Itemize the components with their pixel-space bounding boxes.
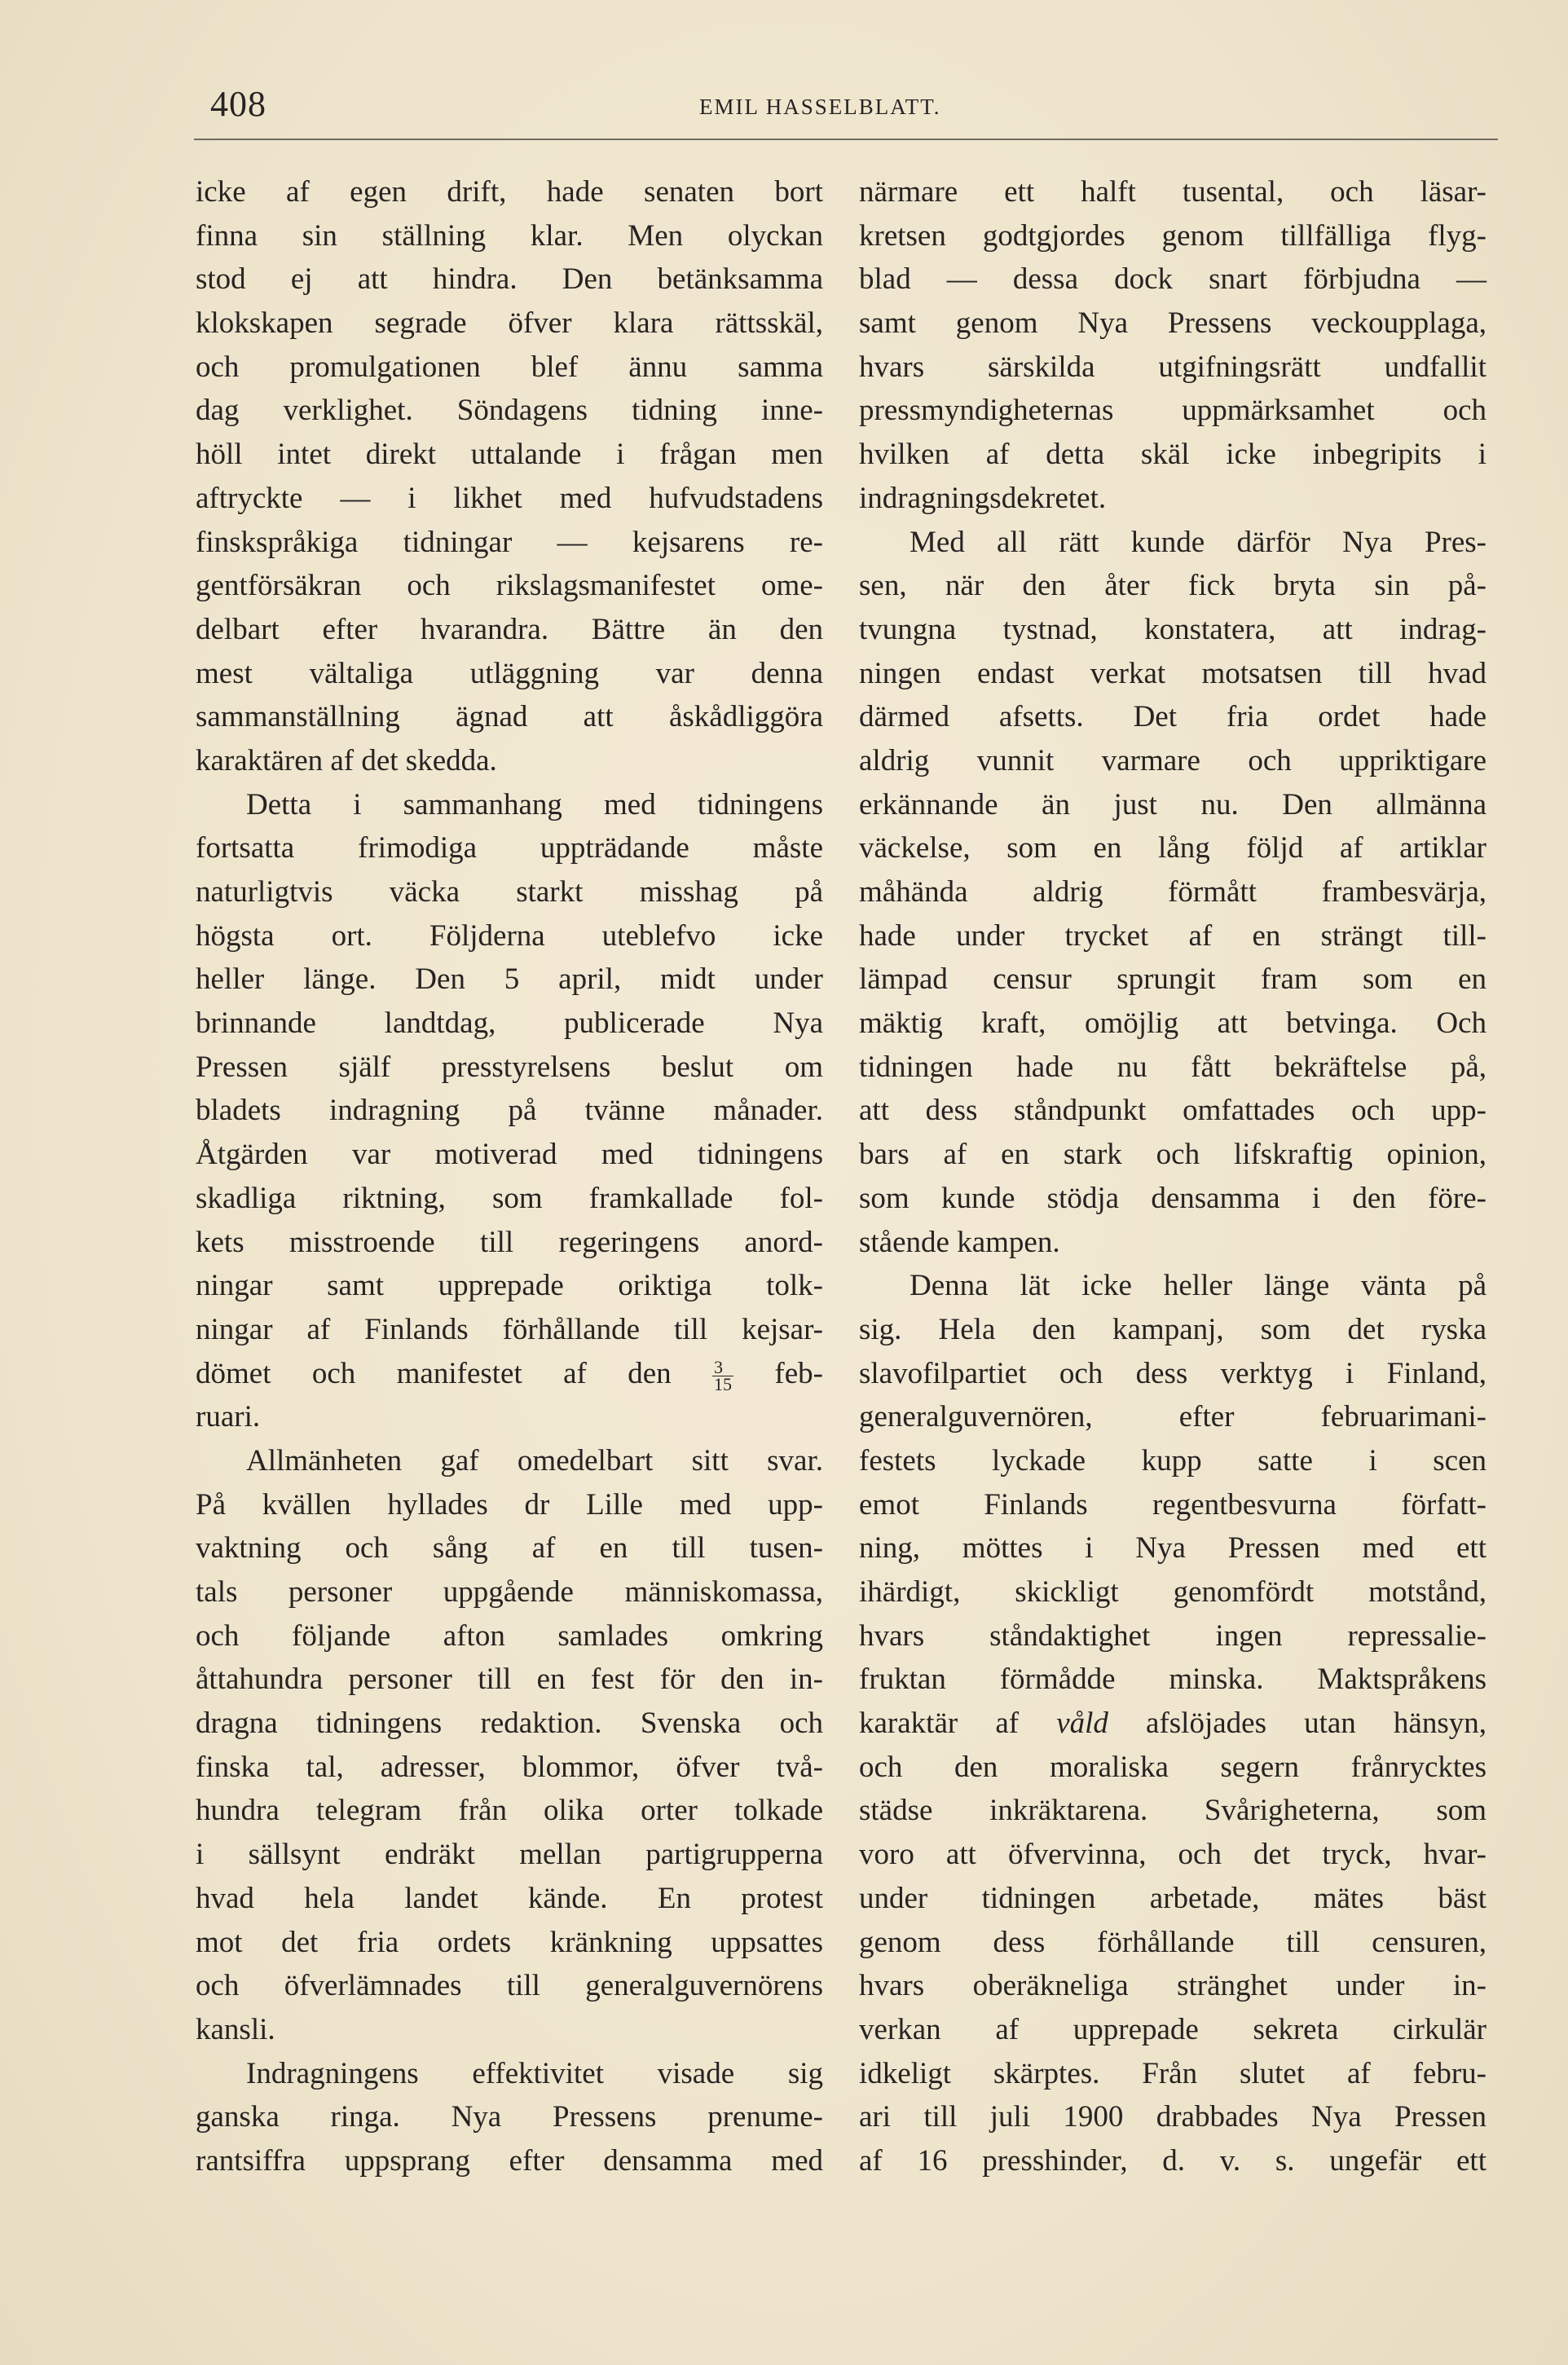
text-line: Med all rätt kunde därför Nya Pres- (910, 525, 1487, 559)
text-line: bladets indragning på tvänne månader. (196, 1094, 823, 1128)
text-line: under tidningen arbetade, mätes bäst (859, 1881, 1487, 1915)
text-line: Detta i sammanhang med tidningens (246, 787, 823, 821)
text-line: mot det fria ordets kränkning uppsattes (196, 1925, 823, 1959)
text-line: delbart efter hvarandra. Bättre än den (196, 612, 823, 646)
text-line: och den moraliska segern frånrycktes (859, 1750, 1487, 1784)
text-line: sig. Hela den kampanj, som det ryska (859, 1312, 1487, 1346)
text-line: ningar af Finlands förhållande till kejsar- (196, 1312, 823, 1346)
text-line: hvars ståndaktighet ingen repressalie- (859, 1619, 1487, 1653)
text-line: rantsiffra uppsprang efter densamma med (196, 2143, 823, 2178)
text-line: åttahundra personer till en fest för den in- (196, 1663, 823, 1697)
running-head: EMIL HASSELBLATT. (699, 95, 941, 119)
text-line: dragna tidningens redaktion. Svenska och (196, 1707, 823, 1741)
text-line: ruari. (196, 1400, 261, 1434)
page-number: 408 (210, 84, 266, 124)
text-line: mest vältaliga utläggning var denna (196, 656, 823, 690)
text-line: närmare ett halft tusental, och läsar- (859, 175, 1487, 209)
text-line: af 16 presshinder, d. v. s. ungefär ett (859, 2143, 1487, 2178)
text-line: idkeligt skärptes. Från slutet af febru- (859, 2056, 1487, 2090)
text-line: fortsatta frimodiga uppträdande måste (196, 831, 823, 865)
text-line: dag verklighet. Söndagens tidning inne- (196, 394, 823, 428)
fraction-denominator: 15 (714, 1373, 733, 1394)
text-line: Denna lät icke heller länge vänta på (910, 1269, 1487, 1303)
text-line: ari till juli 1900 drabbades Nya Pressen (859, 2100, 1487, 2134)
text-line: tidningen hade nu fått bekräftelse på, (859, 1050, 1487, 1084)
text-line: ning, möttes i Nya Pressen med ett (859, 1531, 1487, 1566)
text-line: karaktär af våld afslöjades utan hänsyn, (859, 1707, 1487, 1741)
text-line: aftryckte — i likhet med hufvudstadens (196, 481, 823, 515)
text-line: festets lyckade kupp satte i scen (859, 1443, 1487, 1478)
text-line: fruktan förmådde minska. Maktspråkens (859, 1663, 1487, 1697)
text-line: kretsen godtgjordes genom tillfälliga flyg- (859, 218, 1487, 253)
text-line: därmed afsetts. Det fria ordet hade (859, 700, 1487, 734)
fraction-numerator: 3 (712, 1359, 733, 1376)
page-header (194, 78, 1498, 135)
text-line: kets misstroende till regeringens anord- (196, 1225, 823, 1259)
text-line: brinnande landtdag, publicerade Nya (196, 1006, 823, 1041)
text-line: och öfverlämnades till generalguvernörens (196, 1969, 823, 2003)
text-line: indragningsdekretet. (859, 481, 1107, 515)
text-line: hvilken af detta skäl icke inbegripits i (859, 438, 1487, 472)
text-line: finskspråkiga tidningar — kejsarens re- (196, 525, 823, 559)
text-line: tals personer uppgående människomassa, (196, 1575, 823, 1609)
text-line: lämpad censur sprungit fram som en (859, 962, 1487, 997)
text-line: dömet och manifestet af den $\frac{3}{15}$ feb- (196, 1356, 823, 1394)
text-line: städse inkräktarena. Svårigheterna, som (859, 1794, 1487, 1828)
text-line: naturligtvis väcka starkt misshag på (196, 875, 823, 909)
text-line: heller länge. Den 5 april, midt under (196, 962, 823, 997)
text-line: mäktig kraft, omöjlig att betvinga. Och (859, 1006, 1487, 1041)
text-line: ihärdigt, skickligt genomfördt motstånd, (859, 1575, 1487, 1609)
header-rule (194, 139, 1498, 140)
text-line: att dess ståndpunkt omfattades och upp- (859, 1094, 1487, 1128)
text-line: väckelse, som en lång följd af artiklar (859, 831, 1487, 865)
text-line: erkännande än just nu. Den allmänna (859, 787, 1487, 821)
text-line: hvars särskilda utgifningsrätt undfallit (859, 350, 1487, 384)
right-column (859, 170, 1487, 2183)
text-line: och promulgationen blef ännu samma (196, 350, 823, 384)
text-line: i sällsynt endräkt mellan partigrupperna (196, 1838, 823, 1872)
text-line: som kunde stödja densamma i den före- (859, 1181, 1487, 1215)
text-line: hade under trycket af en strängt till- (859, 918, 1487, 953)
text-line: samt genom Nya Pressens veckoupplaga, (859, 306, 1487, 341)
text-line: stod ej att hindra. Den betänksamma (196, 262, 823, 297)
text-line: voro att öfvervinna, och det tryck, hvar- (859, 1838, 1487, 1872)
text-line: vaktning och sång af en till tusen- (196, 1531, 823, 1566)
text-line: sen, när den åter fick bryta sin på- (859, 569, 1487, 603)
text-line: kansli. (196, 2012, 275, 2046)
left-column (196, 170, 823, 2183)
text-line: stående kampen. (859, 1225, 1060, 1259)
text-line: klokskapen segrade öfver klara rättsskäl, (196, 306, 823, 341)
text-line: högsta ort. Följderna uteblefvo icke (196, 918, 823, 953)
text-line: höll intet direkt uttalande i frågan men (196, 438, 823, 472)
text-line: hundra telegram från olika orter tolkade (196, 1794, 823, 1828)
text-line: icke af egen drift, hade senaten bort (196, 175, 823, 209)
text-line: Allmänheten gaf omedelbart sitt svar. (246, 1443, 823, 1478)
text-line: ningen endast verkat motsatsen till hvad (859, 656, 1487, 690)
text-line: verkan af upprepade sekreta cirkulär (859, 2012, 1487, 2046)
emphasized-word: våld (1056, 1707, 1108, 1741)
text-line: sammanställning ägnad att åskådliggöra (196, 700, 823, 734)
text-line: ningar samt upprepade oriktiga tolk- (196, 1269, 823, 1303)
text-line: generalguvernören, efter februarimani- (859, 1400, 1487, 1434)
text-line: emot Finlands regentbesvurna författ- (859, 1487, 1487, 1522)
text-line: skadliga riktning, som framkallade fol- (196, 1181, 823, 1215)
text-line: karaktären af det skedda. (196, 743, 497, 777)
text-line: Pressen själf presstyrelsens beslut om (196, 1050, 823, 1084)
text-line: Indragningens effektivitet visade sig (246, 2056, 823, 2090)
text-line: gentförsäkran och rikslagsmanifestet ome- (196, 569, 823, 603)
text-line: finska tal, adresser, blommor, öfver två- (196, 1750, 823, 1784)
text-line: slavofilpartiet och dess verktyg i Finland, (859, 1356, 1487, 1390)
text-line: pressmyndigheternas uppmärksamhet och (859, 394, 1487, 428)
text-line: ganska ringa. Nya Pressens prenume- (196, 2100, 823, 2134)
text-line: hvad hela landet kände. En protest (196, 1881, 823, 1915)
text-line: På kvällen hyllades dr Lille med upp- (196, 1487, 823, 1522)
text-line: aldrig vunnit varmare och uppriktigare (859, 743, 1487, 777)
text-line: måhända aldrig förmått frambesvärja, (859, 875, 1487, 909)
text-line: Åtgärden var motiverad med tidningens (196, 1138, 823, 1172)
text-line: blad — dessa dock snart förbjudna — (859, 262, 1487, 297)
text-line: genom dess förhållande till censuren, (859, 1925, 1487, 1959)
text-line: bars af en stark och lifskraftig opinion, (859, 1138, 1487, 1172)
text-line: finna sin ställning klar. Men olyckan (196, 218, 823, 253)
text-line: hvars oberäkneliga stränghet under in- (859, 1969, 1487, 2003)
text-line: tvungna tystnad, konstatera, att indrag- (859, 612, 1487, 646)
text-line: och följande afton samlades omkring (196, 1619, 823, 1653)
date-fraction (712, 1356, 733, 1394)
